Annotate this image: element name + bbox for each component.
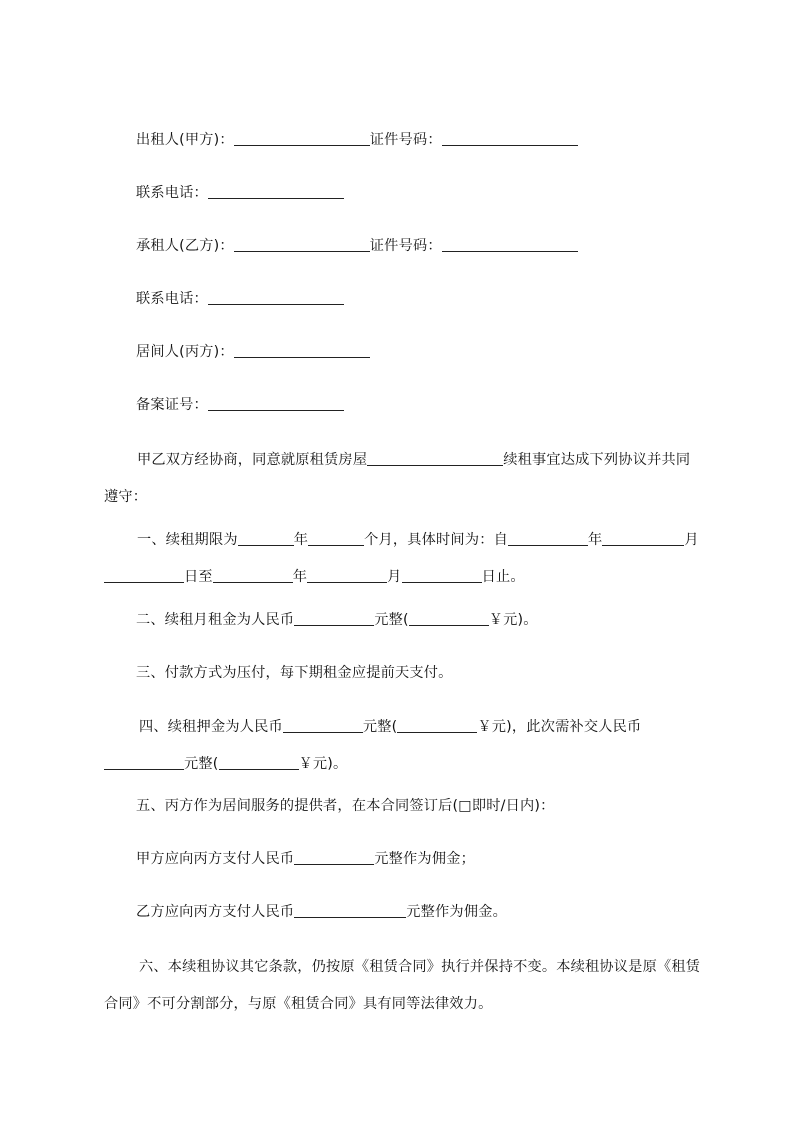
text-run: 元整( <box>374 612 409 628</box>
fill-in-blank <box>409 610 489 626</box>
text-run: 年 <box>292 569 308 585</box>
text-run: 承租人(乙方)： <box>136 238 234 254</box>
text-run: 乙方应向丙方支付人民币 <box>136 904 295 920</box>
fill-in-blank <box>234 130 370 146</box>
broker-line <box>136 334 736 371</box>
text-run: 出租人(甲方)： <box>136 132 234 148</box>
party-a-commission <box>136 841 736 878</box>
text-run: 年 <box>293 532 309 548</box>
text-run: 二、续租月租金为人民币 <box>136 612 295 628</box>
fill-in-blank <box>602 530 684 546</box>
fill-in-blank <box>442 130 578 146</box>
fill-in-blank <box>219 754 299 770</box>
text-run: ￥元)。 <box>488 612 538 628</box>
text-run: 一、续租期限为 <box>137 532 238 548</box>
text-run: 元整( <box>184 756 219 772</box>
text-run: 年 <box>588 532 603 548</box>
text-run: 月 <box>684 532 699 548</box>
clause-2-rent <box>136 602 736 639</box>
text-run: 元整作为佣金。 <box>406 904 507 920</box>
fill-in-blank <box>238 530 294 546</box>
fill-in-blank <box>234 342 370 358</box>
fill-in-blank <box>208 183 344 199</box>
text-run: 甲方应向丙方支付人民币 <box>136 851 295 867</box>
clause-4-deposit <box>104 709 704 783</box>
text-run: ￥元)。 <box>298 756 348 772</box>
text-run: 续租事宜达成下列协议并共同遵守： <box>104 452 691 505</box>
text-run: 元整作为佣金； <box>374 851 475 867</box>
text-run: 元整( <box>362 719 398 735</box>
party-b-commission <box>136 894 736 931</box>
fill-in-blank <box>213 567 293 583</box>
clause-5-broker <box>136 788 736 825</box>
fill-in-blank <box>283 717 363 733</box>
fill-in-blank <box>442 236 578 252</box>
text-run: 个月，具体时间为：自 <box>364 532 508 548</box>
text-run: 备案证号： <box>136 397 208 413</box>
fill-in-blank <box>508 530 588 546</box>
fill-in-blank <box>294 849 374 865</box>
fill-in-blank <box>308 530 364 546</box>
fill-in-blank <box>208 289 344 305</box>
filing-number-line <box>136 387 736 424</box>
text-run: 六、本续租协议其它条款，仍按原《租赁合同》执行并保持不变。本续租协议是原《租赁合同》不可分割部分，与原《租赁合同》具有同等法律效力。 <box>104 959 701 1012</box>
text-run: 三、付款方式为压付，每下期租金应提前天支付。 <box>136 665 453 681</box>
clause-1-term <box>104 522 704 596</box>
text-run: 四、续租押金为人民币 <box>139 719 283 735</box>
text-run: 五、丙方作为居间服务的提供者，在本合同签订后(□即时/日内)： <box>136 798 555 814</box>
lessee-phone-line <box>136 281 736 318</box>
text-run: 证件号码： <box>369 132 442 148</box>
fill-in-blank <box>367 450 503 466</box>
lessee-line <box>136 228 736 265</box>
fill-in-blank <box>294 610 374 626</box>
text-run: 居间人(丙方)： <box>136 344 234 360</box>
fill-in-blank <box>397 717 477 733</box>
fill-in-blank <box>104 754 184 770</box>
text-run: 日止。 <box>481 569 525 585</box>
text-run: 日至 <box>184 569 213 585</box>
text-run: 联系电话： <box>136 291 208 307</box>
clause-6-other-terms <box>104 949 704 1023</box>
fill-in-blank <box>234 236 370 252</box>
text-run: 月 <box>387 569 402 585</box>
fill-in-blank <box>402 567 482 583</box>
text-run: 证件号码： <box>369 238 442 254</box>
agreement-intro <box>104 442 704 516</box>
lessor-phone-line <box>136 175 736 212</box>
fill-in-blank <box>307 567 387 583</box>
clause-3-payment <box>136 655 736 692</box>
fill-in-blank <box>208 395 344 411</box>
fill-in-blank <box>104 567 184 583</box>
text-run: 甲乙双方经协商，同意就原租赁房屋 <box>137 452 368 468</box>
lessor-line <box>136 122 736 159</box>
fill-in-blank <box>294 902 406 918</box>
text-run: 联系电话： <box>136 185 208 201</box>
text-run: ￥元)，此次需补交人民币 <box>477 719 642 735</box>
